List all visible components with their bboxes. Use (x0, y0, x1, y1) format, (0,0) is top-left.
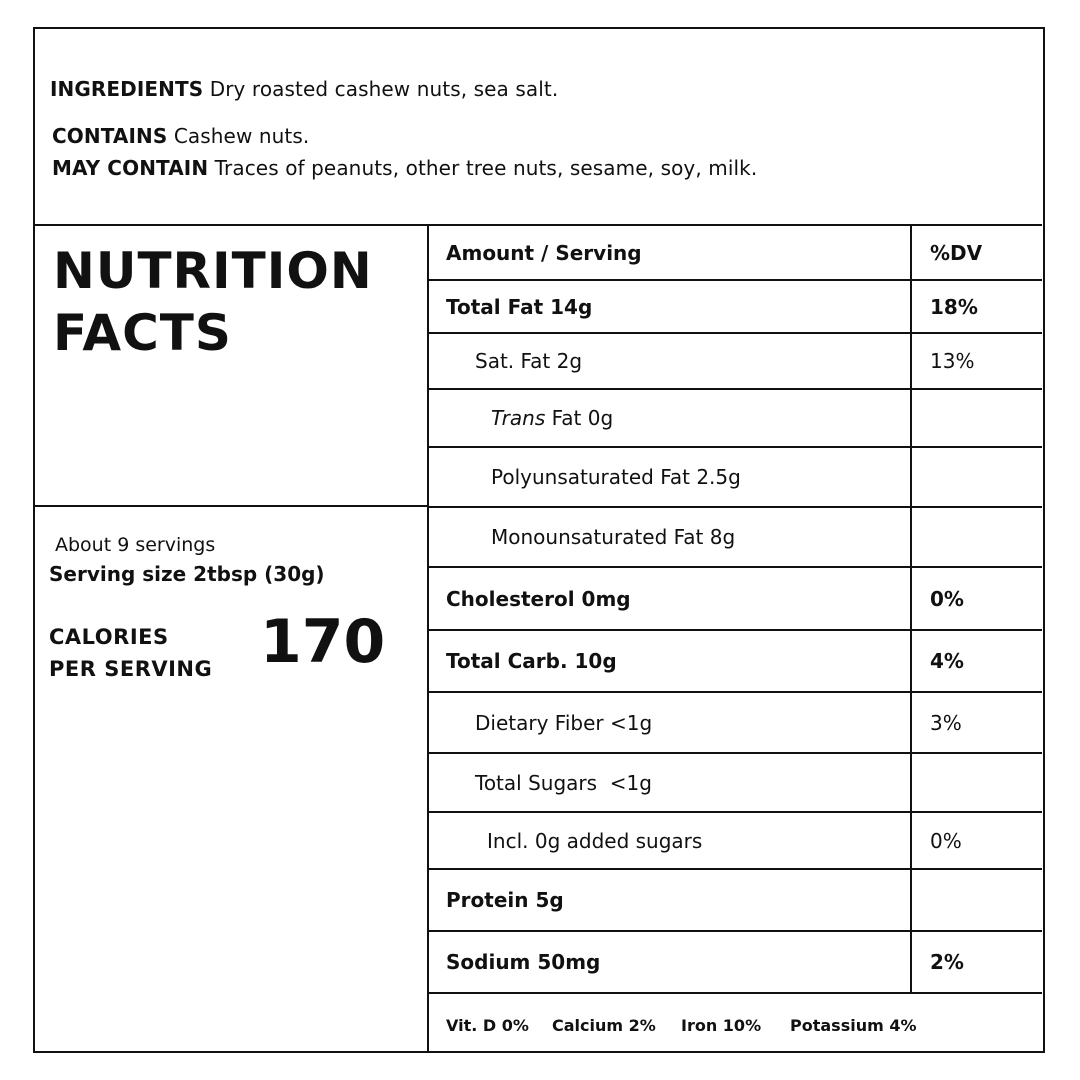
nutrition-facts-title (53, 240, 373, 364)
row-dv: 0% (910, 813, 1042, 868)
row-dv: 13% (910, 334, 1042, 388)
row-dv (910, 870, 1042, 930)
table-row-added-sugars (429, 813, 1042, 870)
serving-section (35, 507, 429, 1053)
table-row-monounsaturated-fat (429, 508, 1042, 568)
table-row-total-carb (429, 631, 1042, 693)
header-dv: %DV (910, 226, 1042, 279)
row-dv: 2% (910, 932, 1042, 992)
row-name: Dietary Fiber <1g (475, 710, 653, 735)
row-name: Monounsaturated Fat 8g (491, 525, 736, 549)
calories-label-line-1: CALORIES (49, 625, 169, 649)
row-name: Sat. Fat 2g (475, 349, 583, 373)
calories-label-line-2: PER SERVING (49, 657, 213, 681)
calories-value: 170 (260, 607, 386, 677)
may-contain-text: Traces of peanuts, other tree nuts, sesame, soy, milk. (214, 156, 758, 180)
row-name-italic: Trans (491, 406, 546, 430)
contains-text: Cashew nuts. (173, 124, 310, 148)
row-dv (910, 754, 1042, 811)
nutrition-label (33, 27, 1045, 1053)
row-dv: 3% (910, 693, 1042, 752)
table-row-protein (429, 870, 1042, 932)
title-line-1: NUTRITION (53, 242, 373, 300)
row-dv (910, 390, 1042, 446)
row-name: Total Carb. 10g (446, 649, 617, 673)
calories-label (49, 621, 212, 685)
table-row-trans-fat (429, 390, 1042, 448)
row-dv (910, 448, 1042, 506)
serving-size: Serving size 2tbsp (30g) (49, 562, 325, 586)
ingredients-label: INGREDIENTS (50, 77, 204, 101)
row-name: Total Sugars <1g (475, 770, 652, 795)
title-line-2: FACTS (53, 304, 232, 362)
row-dv: 18% (910, 281, 1042, 332)
row-dv: 0% (910, 568, 1042, 629)
table-row-polyunsaturated-fat (429, 448, 1042, 508)
row-name: Protein 5g (446, 888, 564, 912)
table-header-row (429, 226, 1042, 281)
contains-label: CONTAINS (52, 124, 168, 148)
table-row-total-fat (429, 281, 1042, 334)
row-name: Incl. 0g added sugars (487, 828, 703, 853)
row-dv: 4% (910, 631, 1042, 691)
row-name-rest: Fat 0g (551, 406, 614, 430)
contains-line (52, 124, 309, 148)
calcium: Calcium 2% (552, 1016, 656, 1035)
row-dv (910, 508, 1042, 566)
servings-count: About 9 servings (55, 534, 216, 556)
may-contain-label: MAY CONTAIN (52, 156, 209, 180)
row-name: Polyunsaturated Fat 2.5g (491, 465, 741, 489)
table-row-sodium (429, 932, 1042, 994)
row-name (491, 390, 613, 446)
header-amount: Amount / Serving (446, 240, 642, 265)
vitamin-d: Vit. D 0% (446, 1016, 529, 1035)
row-name: Cholesterol 0mg (446, 586, 631, 611)
row-name: Sodium 50mg (446, 950, 601, 974)
may-contain-line (52, 156, 757, 180)
nutrient-table (429, 226, 1042, 1054)
row-name: Total Fat 14g (446, 294, 593, 319)
table-row-total-sugars (429, 754, 1042, 813)
vitamins-row (429, 994, 1042, 1054)
ingredients-line (50, 77, 558, 101)
potassium: Potassium 4% (790, 1016, 917, 1035)
ingredients-section (35, 29, 1042, 226)
title-section (35, 226, 429, 507)
ingredients-text: Dry roasted cashew nuts, sea salt. (209, 77, 559, 101)
table-row-sat-fat (429, 334, 1042, 390)
table-row-dietary-fiber (429, 693, 1042, 754)
iron: Iron 10% (681, 1016, 762, 1035)
table-row-cholesterol (429, 568, 1042, 631)
